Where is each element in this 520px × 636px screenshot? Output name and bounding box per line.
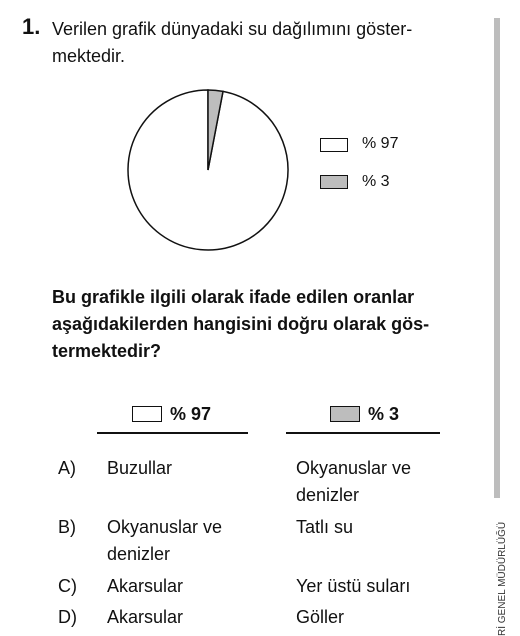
option-d-letter[interactable]: D) (58, 607, 77, 627)
question-text-line: Verilen grafik dünyadaki su dağılımını göster- (52, 19, 413, 39)
legend-swatch-white (320, 138, 348, 152)
pie-chart (120, 84, 300, 256)
option-d-col2: Göller (296, 607, 345, 627)
option-c-col2: Yer üstü suları (296, 576, 411, 596)
question-prompt-line: termektedir? (52, 341, 162, 361)
option-a-col2-line: denizler (296, 485, 360, 505)
question-prompt (52, 284, 492, 365)
option-a-col1: Buzullar (107, 458, 173, 478)
option-d-col1: Akarsular (107, 607, 184, 627)
option-c-letter[interactable]: C) (58, 576, 77, 596)
column-header-97: % 97 (170, 404, 212, 424)
column-rule-1 (97, 432, 248, 434)
question-text (52, 16, 482, 70)
option-b-col1 (107, 514, 222, 568)
option-b-col1-line: Okyanuslar ve (107, 517, 223, 537)
option-a-letter[interactable]: A) (58, 458, 76, 478)
header-swatch-white (132, 406, 162, 422)
side-label: Rİ GENEL MÜDÜRLÜĞÜ (497, 521, 508, 636)
column-header-3: % 3 (368, 404, 400, 424)
option-a-col2 (296, 455, 411, 509)
legend-swatch-gray (320, 175, 348, 189)
question-text-line: mektedir. (52, 46, 126, 66)
option-b-letter[interactable]: B) (58, 517, 76, 537)
column-rule-2 (286, 432, 440, 434)
option-b-col1-line: denizler (107, 544, 171, 564)
legend-label-3: % 3 (362, 173, 390, 190)
margin-bar (494, 18, 500, 498)
option-b-col2: Tatlı su (296, 517, 354, 537)
question-number: 1. (22, 14, 41, 39)
option-a-col2-line: Okyanuslar ve (296, 458, 412, 478)
header-swatch-gray (330, 406, 360, 422)
question-prompt-line: aşağıdakilerden hangisini doğru olarak gös- (52, 314, 430, 334)
question-prompt-line: Bu grafikle ilgili olarak ifade edilen oranlar (52, 287, 415, 307)
legend-label-97: % 97 (362, 135, 399, 152)
option-c-col1: Akarsular (107, 576, 184, 596)
